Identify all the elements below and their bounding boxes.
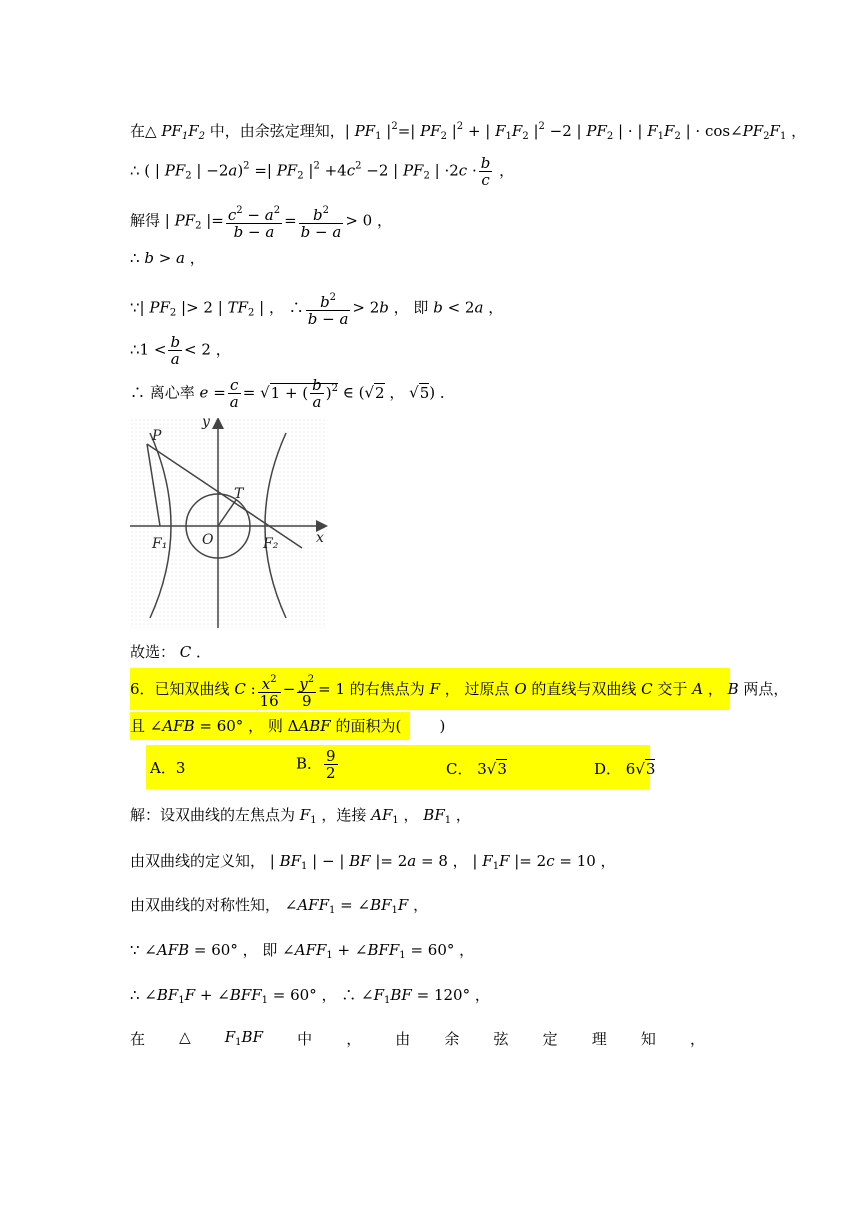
solution-line-1: 在△ $PF_1F_2$ 中，由余弦定理知，| $PF_1$ $|^2=|$ $PF_2$ $|^2$ + | $F_1F_2$ $|^2 -2$ | $PF_2$ | · | $F_1F_2$ | · $\cos\angle PF_2F_1$ ， [130, 121, 807, 142]
solution6-line-5: ∴ $\angle BF_1F$ + $\angle BFF_1 = 60^\circ$ ， ∴ $\angle F_1BF = 120^\circ$ ， [130, 986, 490, 1006]
answer-line: 故选： C ． [130, 643, 212, 661]
hyperbola-figure [130, 418, 330, 628]
label-p: P [152, 428, 162, 444]
choice-c: C． 3√3 [446, 760, 507, 778]
solution-line-6: ∴1 < $\frac{b}{a}$ < 2 ， [130, 333, 231, 368]
label-y: y [202, 418, 210, 430]
label-o: O [202, 532, 214, 548]
solution6-line-6: 在 △ $F_1BF$ 中 ， 由 余 弦 定 理 知 ， [130, 1028, 705, 1048]
label-t: T [234, 486, 244, 502]
label-x: x [316, 530, 324, 546]
solution-line-2: ∴ ( | $PF_2$ | −2a)$^2$ =| $PF_2$ $|^2 +4c^2 -2$ | $PF_2$ | ·2c · $\frac{b}{c}$ ， [130, 154, 515, 189]
choice-b: B． $\frac{9}{2}$ [296, 747, 336, 782]
choice-d: D． 6√3 [594, 760, 656, 778]
question-6-line-1: 6．已知双曲线 C : $\frac{x^2}{16}$ − $\frac{y^2}{9}$ = 1 的右焦点为 F ， 过原点 O 的直线与双曲线 C 交于 A ， B 两点， [130, 668, 730, 710]
choices-row [146, 745, 650, 789]
solution6-line-1: 解：设双曲线的左焦点为 $F_1$ ，连接 $AF_1$ ， $BF_1$ ， [130, 806, 471, 826]
solution-line-3: 解得 | $PF_2$ |= $\frac{c^2 - a^2}{b - a}$ = $\frac{b^2}{b - a}$ > 0 ， [130, 205, 392, 241]
solution-line-4: ∴ b > a ， [130, 249, 205, 267]
label-f1: F₁ [152, 536, 168, 552]
solution6-line-4: ∵ ∠AFB = 60° ， 即 $\angle AFF_1$ + $\angle BFF_1 = 60^\circ$ ， [130, 941, 475, 961]
solution6-line-2: 由双曲线的定义知， | $BF_1$ | − | BF |= 2a = 8 ， | $F_1F$ |= 2c = 10 ， [130, 852, 616, 872]
solution-line-7: ∴ 离心率 e = $\frac{c}{a}$ = √1 + ( $\frac{b}{a}$ )$^2$ ∈ (√2 ， √5) ． [130, 376, 455, 411]
choice-a: A．3 [150, 759, 186, 777]
solution6-line-3: 由双曲线的对称性知， $\angle AFF_1$ = $\angle BF_1F$ ， [130, 896, 429, 916]
solution-line-5: ∵| $PF_2$ |> 2 | $TF_2$ | ， ∴ $\frac{b^2}{b - a}$ > 2b ， 即 b < 2a ， [130, 292, 504, 328]
question-6-line-2: 且 ∠AFB = 60° ， 则 ΔABF 的面积为( ) [130, 712, 410, 740]
label-f2: F₂ [263, 536, 279, 552]
